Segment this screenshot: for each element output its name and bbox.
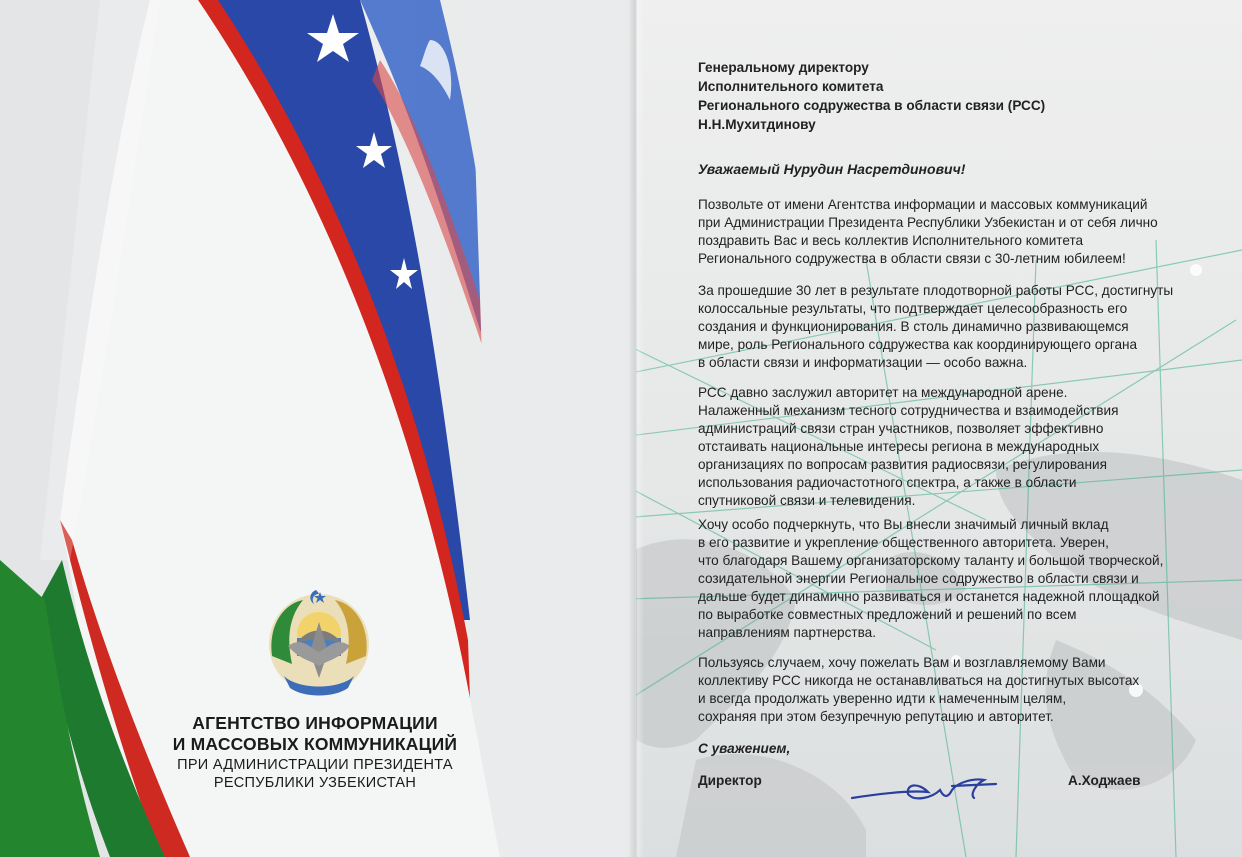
paragraph-line: За прошедшие 30 лет в результате плодотворной работы РСС, достигнуты bbox=[698, 283, 1174, 298]
paragraph-2 bbox=[698, 282, 1198, 372]
paragraph-4 bbox=[698, 516, 1198, 642]
signer-name: А.Ходжаев bbox=[1068, 773, 1141, 788]
paragraph-line: Налаженный механизм тесного сотрудничества и взаимодействия bbox=[698, 403, 1119, 418]
paragraph-line: использования радиочастотного спектра, а также в области bbox=[698, 475, 1077, 490]
agency-name-line2: И МАССОВЫХ КОММУНИКАЦИЙ bbox=[172, 734, 458, 754]
uzbekistan-emblem-icon bbox=[258, 586, 380, 702]
signer-title: Директор bbox=[698, 773, 762, 788]
greeting: Уважаемый Нурудин Насретдинович! bbox=[698, 161, 966, 177]
paragraph-line: коллективу РСС никогда не останавливаться на достигнутых высотах bbox=[698, 673, 1140, 688]
paragraph-line: направлениям партнерства. bbox=[698, 625, 876, 640]
paragraph-line: РСС давно заслужил авторитет на международной арене. bbox=[698, 385, 1068, 400]
addressee-line: Н.Н.Мухитдинову bbox=[698, 117, 816, 132]
paragraph-line: созидательной энергии Региональное содружество в области связи и bbox=[698, 571, 1139, 586]
paragraph-1 bbox=[698, 196, 1198, 268]
handwritten-signature bbox=[848, 768, 1008, 808]
paragraph-line: при Администрации Президента Республики Узбекистан и от себя лично bbox=[698, 215, 1158, 230]
paragraph-line: сохраняя при этом безупречную репутацию и авторитет. bbox=[698, 709, 1054, 724]
agency-subtitle-line1: ПРИ АДМИНИСТРАЦИИ ПРЕЗИДЕНТА bbox=[177, 757, 453, 773]
paragraph-line: и всегда продолжать уверенно идти к намеченным целям, bbox=[698, 691, 1067, 706]
paragraph-line: поздравить Вас и весь коллектив Исполнительного комитета bbox=[698, 233, 1084, 248]
paragraph-line: колоссальные результаты, что подтверждает целесообразность его bbox=[698, 301, 1128, 316]
paragraph-line: Позвольте от имени Агентства информации и массовых коммуникаций bbox=[698, 197, 1148, 212]
addressee-line: Генеральному директору bbox=[698, 60, 869, 75]
paragraph-line: мире, роль Регионального содружества как координирующего органа bbox=[698, 337, 1138, 352]
paragraph-line: что благодаря Вашему организаторскому таланту и большой творческой, bbox=[698, 553, 1164, 568]
paragraph-line: создания и функционирования. В столь динамично развивающемся bbox=[698, 319, 1129, 334]
paragraph-line: по выработке совместных предложений и решений по всем bbox=[698, 607, 1077, 622]
paragraph-line: Хочу особо подчеркнуть, что Вы внесли значимый личный вклад bbox=[698, 517, 1109, 532]
paragraph-line: отстаивать национальные интересы региона в международных bbox=[698, 439, 1100, 454]
paragraph-line: администраций связи стран участников, позволяет эффективно bbox=[698, 421, 1104, 436]
paragraph-line: в области связи и информатизации — особо важна. bbox=[698, 355, 1028, 370]
paragraph-5 bbox=[698, 654, 1198, 726]
addressee-line: Исполнительного комитета bbox=[698, 79, 884, 94]
letter-page bbox=[636, 0, 1242, 857]
paragraph-line: в его развитие и укрепление общественного авторитета. Уверен, bbox=[698, 535, 1109, 550]
paragraph-line: спутниковой связи и телевидения. bbox=[698, 493, 916, 508]
agency-name-line1: АГЕНТСТВО ИНФОРМАЦИИ bbox=[192, 713, 438, 733]
paragraph-3 bbox=[698, 384, 1198, 510]
closing: С уважением, bbox=[698, 741, 791, 756]
addressee-block bbox=[698, 58, 1045, 134]
paragraph-line: Регионального содружества в области связи с 30-летним юбилеем! bbox=[698, 251, 1126, 266]
paragraph-line: Пользуясь случаем, хочу пожелать Вам и возглавляемому Вами bbox=[698, 655, 1106, 670]
paragraph-line: организациях по вопросам развития радиосвязи, регулирования bbox=[698, 457, 1107, 472]
addressee-line: Регионального содружества в области связи (РСС) bbox=[698, 98, 1046, 113]
book-spine bbox=[628, 0, 644, 857]
paragraph-line: дальше будет динамично развиваться и останется надежной площадкой bbox=[698, 589, 1160, 604]
agency-subtitle-line2: РЕСПУБЛИКИ УЗБЕКИСТАН bbox=[213, 775, 417, 791]
